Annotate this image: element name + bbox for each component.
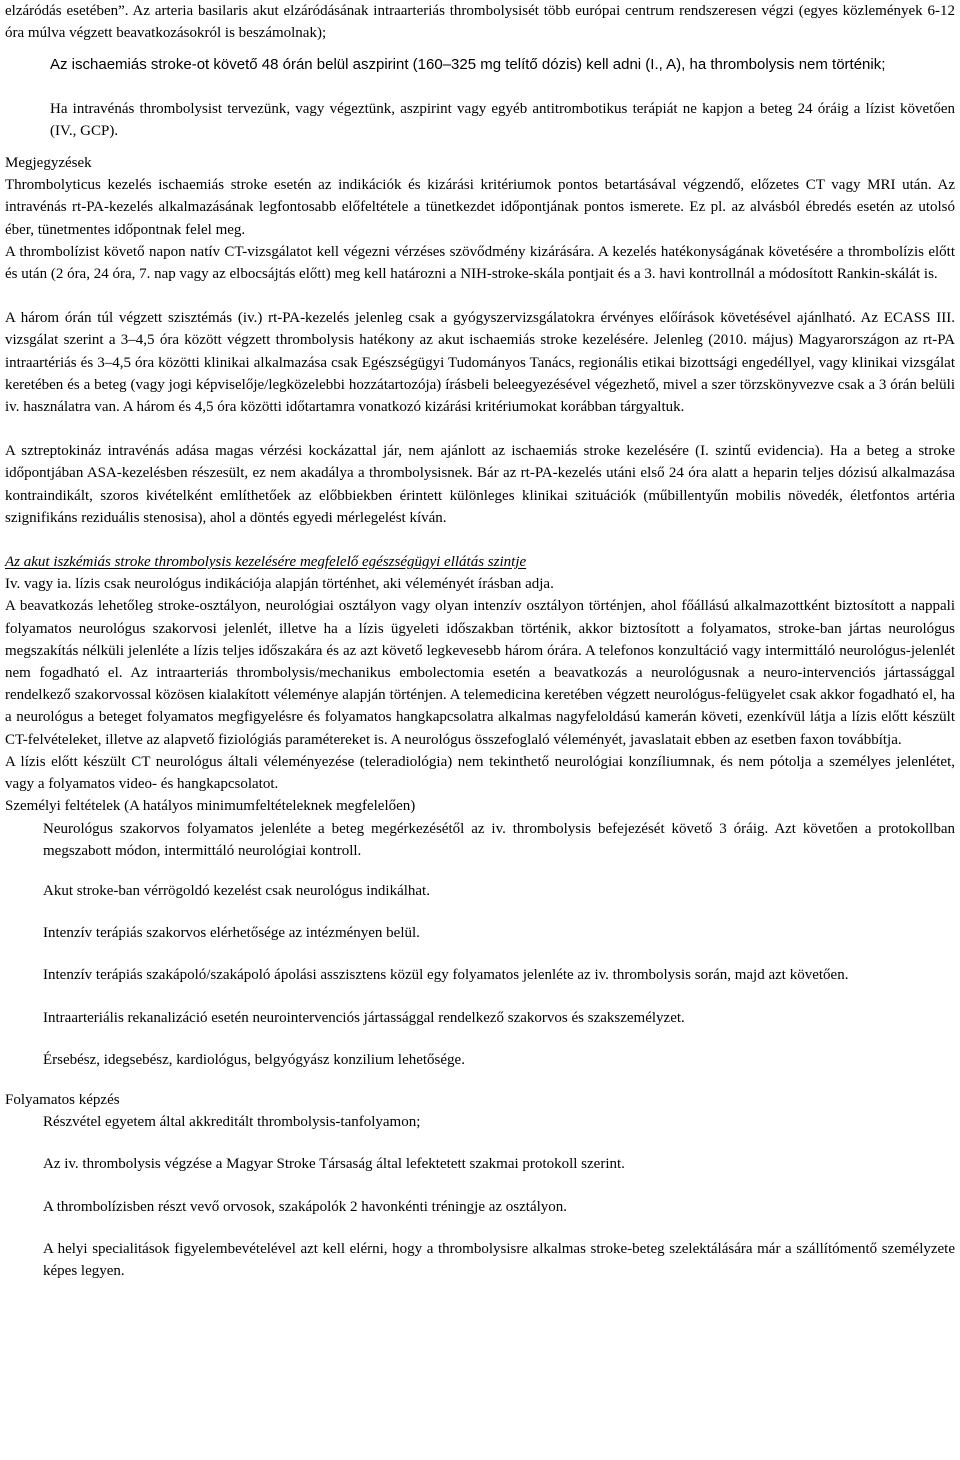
- training-heading: Folyamatos képzés: [5, 1091, 120, 1108]
- care-level-heading: Az akut iszkémiás stroke thrombolysis kezelésére megfelelő egészségügyi ellátás szintje: [5, 554, 527, 571]
- notes-paragraph-follow-up: A thrombolízist követő napon natív CT-vizsgálatot kell végezni vérzéses szövődmény kizárására. A kezelés hatékonyságának követésére a thrombolízis előtt és után (2 óra, 24 óra, 7. nap vagy az elbocsájtás előtt) meg kell határozni a NIH-stroke-skála pontjait és a 3. havi kontrollnál a módosított Rankin-skálát is.: [5, 243, 955, 283]
- notes-paragraph-ct-mri: Thrombolyticus kezelés ischaemiás stroke esetén az indikációk és kizárási kritériumok pontos betartásával végzendő, előzetes CT vagy MRI után. Az intravénás rt-PA-kezelés alkalmazásának legfontosabb előfeltétele a tünetkezdet időpontjának pontos ismerete. Ez pl. az alvásból ébredés esetén az utolsó éber, tünetmentes időpontnak felel meg.: [5, 177, 955, 238]
- paragraph-no-aspirin-24h: Ha intravénás thrombolysist tervezünk, vagy végeztünk, aszpirint vagy egyéb antitrombotikus terápiát ne kapjon a beteg 24 óráig a lízist követően (IV., GCP).: [50, 100, 955, 139]
- personal-item: Intraarteriális rekanalizáció esetén neurointervenciós jártassággal rendelkező szakorvos és szakszemélyzet.: [43, 1009, 685, 1026]
- care-level-paragraph-indication: Iv. vagy ia. lízis csak neurológus indikációja alapján történhet, aki véleményét írásban adja.: [5, 576, 554, 593]
- personal-list: [5, 818, 955, 1071]
- personal-item: Akut stroke-ban vérrögoldó kezelést csak neurológus indikálhat.: [43, 882, 430, 899]
- notes-paragraph-three-hours: A három órán túl végzett szisztémás (iv.) rt-PA-kezelés jelenleg csak a gyógyszervizsgálatokra érvényes előírások követésével ajánlható. Az ECASS III. vizsgálat szerint a 3–4,5 óra között végzett thrombolysis hatékony az akut ischaemiás stroke kezelésére. Jelenleg (2010. május) Magyarországon az rt-PA intraartériás és 3–4,5 óra közötti klinikai alkalmazása csak Egészségügyi Tudományos Tanács, regionális etikai bizottsági engedéllyel, vagy klinikai vizsgálat keretében és a beteg (vagy jogi képviselője/legközelebbi hozzátartozója) írásbeli beleegyezésével végezhető, mivel a szer törzskönyvezve csak a 3 órán belüli iv. használatra van. A három és 4,5 óra közötti időtartamra vonatkozó kizárási kritériumokat korábban tárgyaltuk.: [5, 310, 955, 416]
- notes-paragraph-streptokinase: A sztreptokináz intravénás adása magas vérzési kockázattal jár, nem ajánlott az ischaemiás stroke kezelésére (I. szintű evidencia). Ha a beteg a stroke időpontjában ASA-kezelésben részesült, ez nem akadálya a thrombolysisnek. Bár az rt-PA-kezelés utáni első 24 óra alatt a heparin teljes dózisú alkalmazása kontraindikált, szoros kivételként említhetőek az előbbiekben érintett különleges klinikai szituációk (műbillentyűn mobilis növedék, életfontos artéria szignifikáns reziduális stenosisa), ahol a döntés egyedi mérlegelést kíván.: [5, 443, 955, 526]
- personal-item: Érsebész, idegsebész, kardiológus, belgyógyász konzilium lehetősége.: [43, 1051, 465, 1068]
- notes-heading: Megjegyzések: [5, 155, 92, 172]
- training-item: A thrombolízisben részt vevő orvosok, szakápolók 2 havonkénti tréningje az osztályon.: [43, 1198, 568, 1215]
- training-item: A helyi specialitások figyelembevételével azt kell elérni, hogy a thrombolysisre alkalmas stroke-beteg szelektálására már a szállítómentő személyzete képes legyen.: [43, 1240, 955, 1279]
- paragraph-aspirin-48h: Az ischaemiás stroke-ot követő 48 órán belül aszpirint (160–325 mg telítő dózis) kell adni (I., A), ha thrombolysis nem történik;: [50, 56, 886, 74]
- paragraph-basilaris: elzáródás esetében”. Az arteria basilaris akut elzáródásának intraarteriás thrombolysisét több európai centrum rendszeresen végzi (egyes közlemények 6-12 óra múlva végzett beavatkozásokról is beszámolnak);: [5, 3, 955, 42]
- personal-item: Neurológus szakorvos folyamatos jelenléte a beteg megérkezésétől az iv. thrombolysis befejezését követő 3 óráig. Azt követően a protokollban megszabott módon, intermittáló neurológiai kontroll.: [43, 820, 955, 859]
- training-item: Részvétel egyetem által akkreditált thrombolysis-tanfolyamon;: [43, 1114, 421, 1131]
- training-item: Az iv. thrombolysis végzése a Magyar Stroke Társaság által lefektetett szakmai protokoll szerint.: [43, 1156, 625, 1173]
- personal-heading: Személyi feltételek (A hatályos minimumfeltételeknek megfelelően): [5, 798, 416, 815]
- personal-item: Intenzív terápiás szakorvos elérhetősége az intézményen belül.: [43, 925, 420, 942]
- personal-item: Intenzív terápiás szakápoló/szakápoló ápolási asszisztens közül egy folyamatos jelenléte az iv. thrombolysis során, majd azt követően.: [43, 967, 849, 984]
- care-level-paragraph-setting: A beavatkozás lehetőleg stroke-osztályon, neurológiai osztályon vagy olyan intenzív osztályon történjen, ahol főállású alkalmazottként biztosított a nappali folyamatos neurológus szakorvosi jelenlét, illetve ha a lízis ügyeleti időszakban történik, akkor biztosított a folyamatos, stroke-ban jártas neurológus megszakítás nélküli jelenléte a lízis teljes időszakára és az azt követő legkevesebb három órára. A telefonos konzultáció vagy intermittáló neurológus-jelenlét nem fogadható el. Az intraarteriás thrombolysis/mechanikus embolectomia esetén a beavatkozás a neurológusnak a neuro-intervenciós jártassággal rendelkező szakorvossal közösen kialakított véleménye alapján történjen. A telemedicina keretében végzett neurológus-felügyelet csak akkor fogadható el, ha a neurológus a beteget folyamatos megfigyelésre és folyamatos hangkapcsolatra alkalmas nagyfeloldású kamerán követi, ezenkívül látja a lízis előtt készült CT-felvételeket, illetve az alapvető fiziológiás paramétereket is. A neurológus összefoglaló véleményét, javaslatait ebben az esetben faxon továbbítja.: [5, 598, 955, 748]
- care-level-paragraph-teleradiology: A lízis előtt készült CT neurológus általi véleményezése (teleradiológia) nem tekinthető neurológiai konzíliumnak, és nem pótolja a személyes jelenlétet, vagy a folyamatos video- és hangkapcsolatot.: [5, 753, 955, 793]
- training-list: [5, 1111, 955, 1282]
